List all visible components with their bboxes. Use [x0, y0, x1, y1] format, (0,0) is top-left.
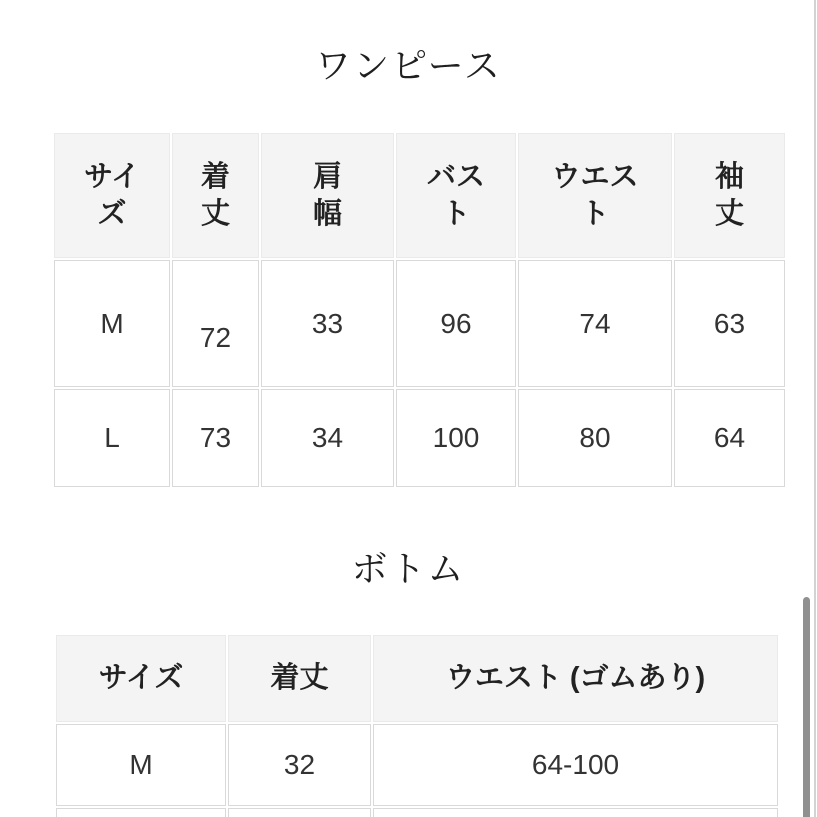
header-line: ズ: [97, 197, 127, 230]
header-line: 肩: [312, 160, 342, 193]
dress-m-length-cell: [172, 260, 259, 387]
header-line: ト: [441, 197, 471, 230]
dress-col-header-shoulder: [261, 133, 394, 258]
scrollbar-thumb[interactable]: [803, 597, 810, 817]
dress-size-table: [52, 131, 787, 489]
dress-section-title: ワンピース: [315, 45, 502, 86]
dress-l-bust-cell: 100: [396, 389, 516, 487]
bottoms-col-header-waist: [373, 635, 778, 722]
dress-l-waist-cell: 80: [518, 389, 672, 487]
bottoms-header-row: [56, 635, 778, 722]
dress-m-sleeve-cell: 63: [674, 260, 785, 387]
dress-m-length-value: 72: [199, 321, 232, 353]
dress-table-row-m: [54, 260, 785, 387]
header-line: 幅: [312, 197, 342, 230]
dress-m-bust-cell: 96: [396, 260, 516, 387]
header-line: 丈: [714, 197, 744, 230]
bottoms-cutoff-cell: [228, 808, 371, 817]
scrollbar-track[interactable]: [814, 0, 816, 817]
header-line: 着丈: [270, 662, 329, 694]
dress-m-size-cell: M: [54, 260, 170, 387]
header-line: 袖: [714, 160, 744, 193]
bottoms-section-title: ボトム: [351, 548, 466, 589]
dress-header-row: [54, 133, 785, 258]
bottoms-col-header-size: [56, 635, 226, 722]
dress-m-shoulder-cell: 33: [261, 260, 394, 387]
bottoms-cutoff-cell: [373, 808, 778, 817]
header-line: ウエス: [551, 160, 639, 193]
header-line: サイズ: [98, 662, 184, 694]
bottoms-m-size-cell: M: [56, 724, 226, 806]
bottoms-table-row-cutoff: [56, 808, 778, 817]
bottoms-table-row-m: [56, 724, 778, 806]
dress-col-header-size: [54, 133, 170, 258]
bottoms-col-header-length: [228, 635, 371, 722]
dress-col-header-waist: [518, 133, 672, 258]
dress-l-shoulder-cell: 34: [261, 389, 394, 487]
header-line: 着: [200, 160, 230, 193]
dress-col-header-length: [172, 133, 259, 258]
header-line: バス: [426, 160, 485, 193]
bottoms-m-waist-cell: 64-100: [373, 724, 778, 806]
dress-l-sleeve-cell: 64: [674, 389, 785, 487]
dress-l-length-cell: 73: [172, 389, 259, 487]
header-line: ウエスト (ゴムあり): [445, 662, 706, 694]
dress-m-waist-cell: 74: [518, 260, 672, 387]
header-line: 丈: [200, 197, 230, 230]
dress-col-header-sleeve: [674, 133, 785, 258]
bottoms-size-table: [54, 633, 780, 817]
header-line: サイ: [84, 160, 140, 193]
dress-table-row-l: [54, 389, 785, 487]
header-line: ト: [580, 197, 610, 230]
bottoms-cutoff-cell: [56, 808, 226, 817]
bottoms-m-length-cell: 32: [228, 724, 371, 806]
dress-col-header-bust: [396, 133, 516, 258]
dress-l-size-cell: L: [54, 389, 170, 487]
